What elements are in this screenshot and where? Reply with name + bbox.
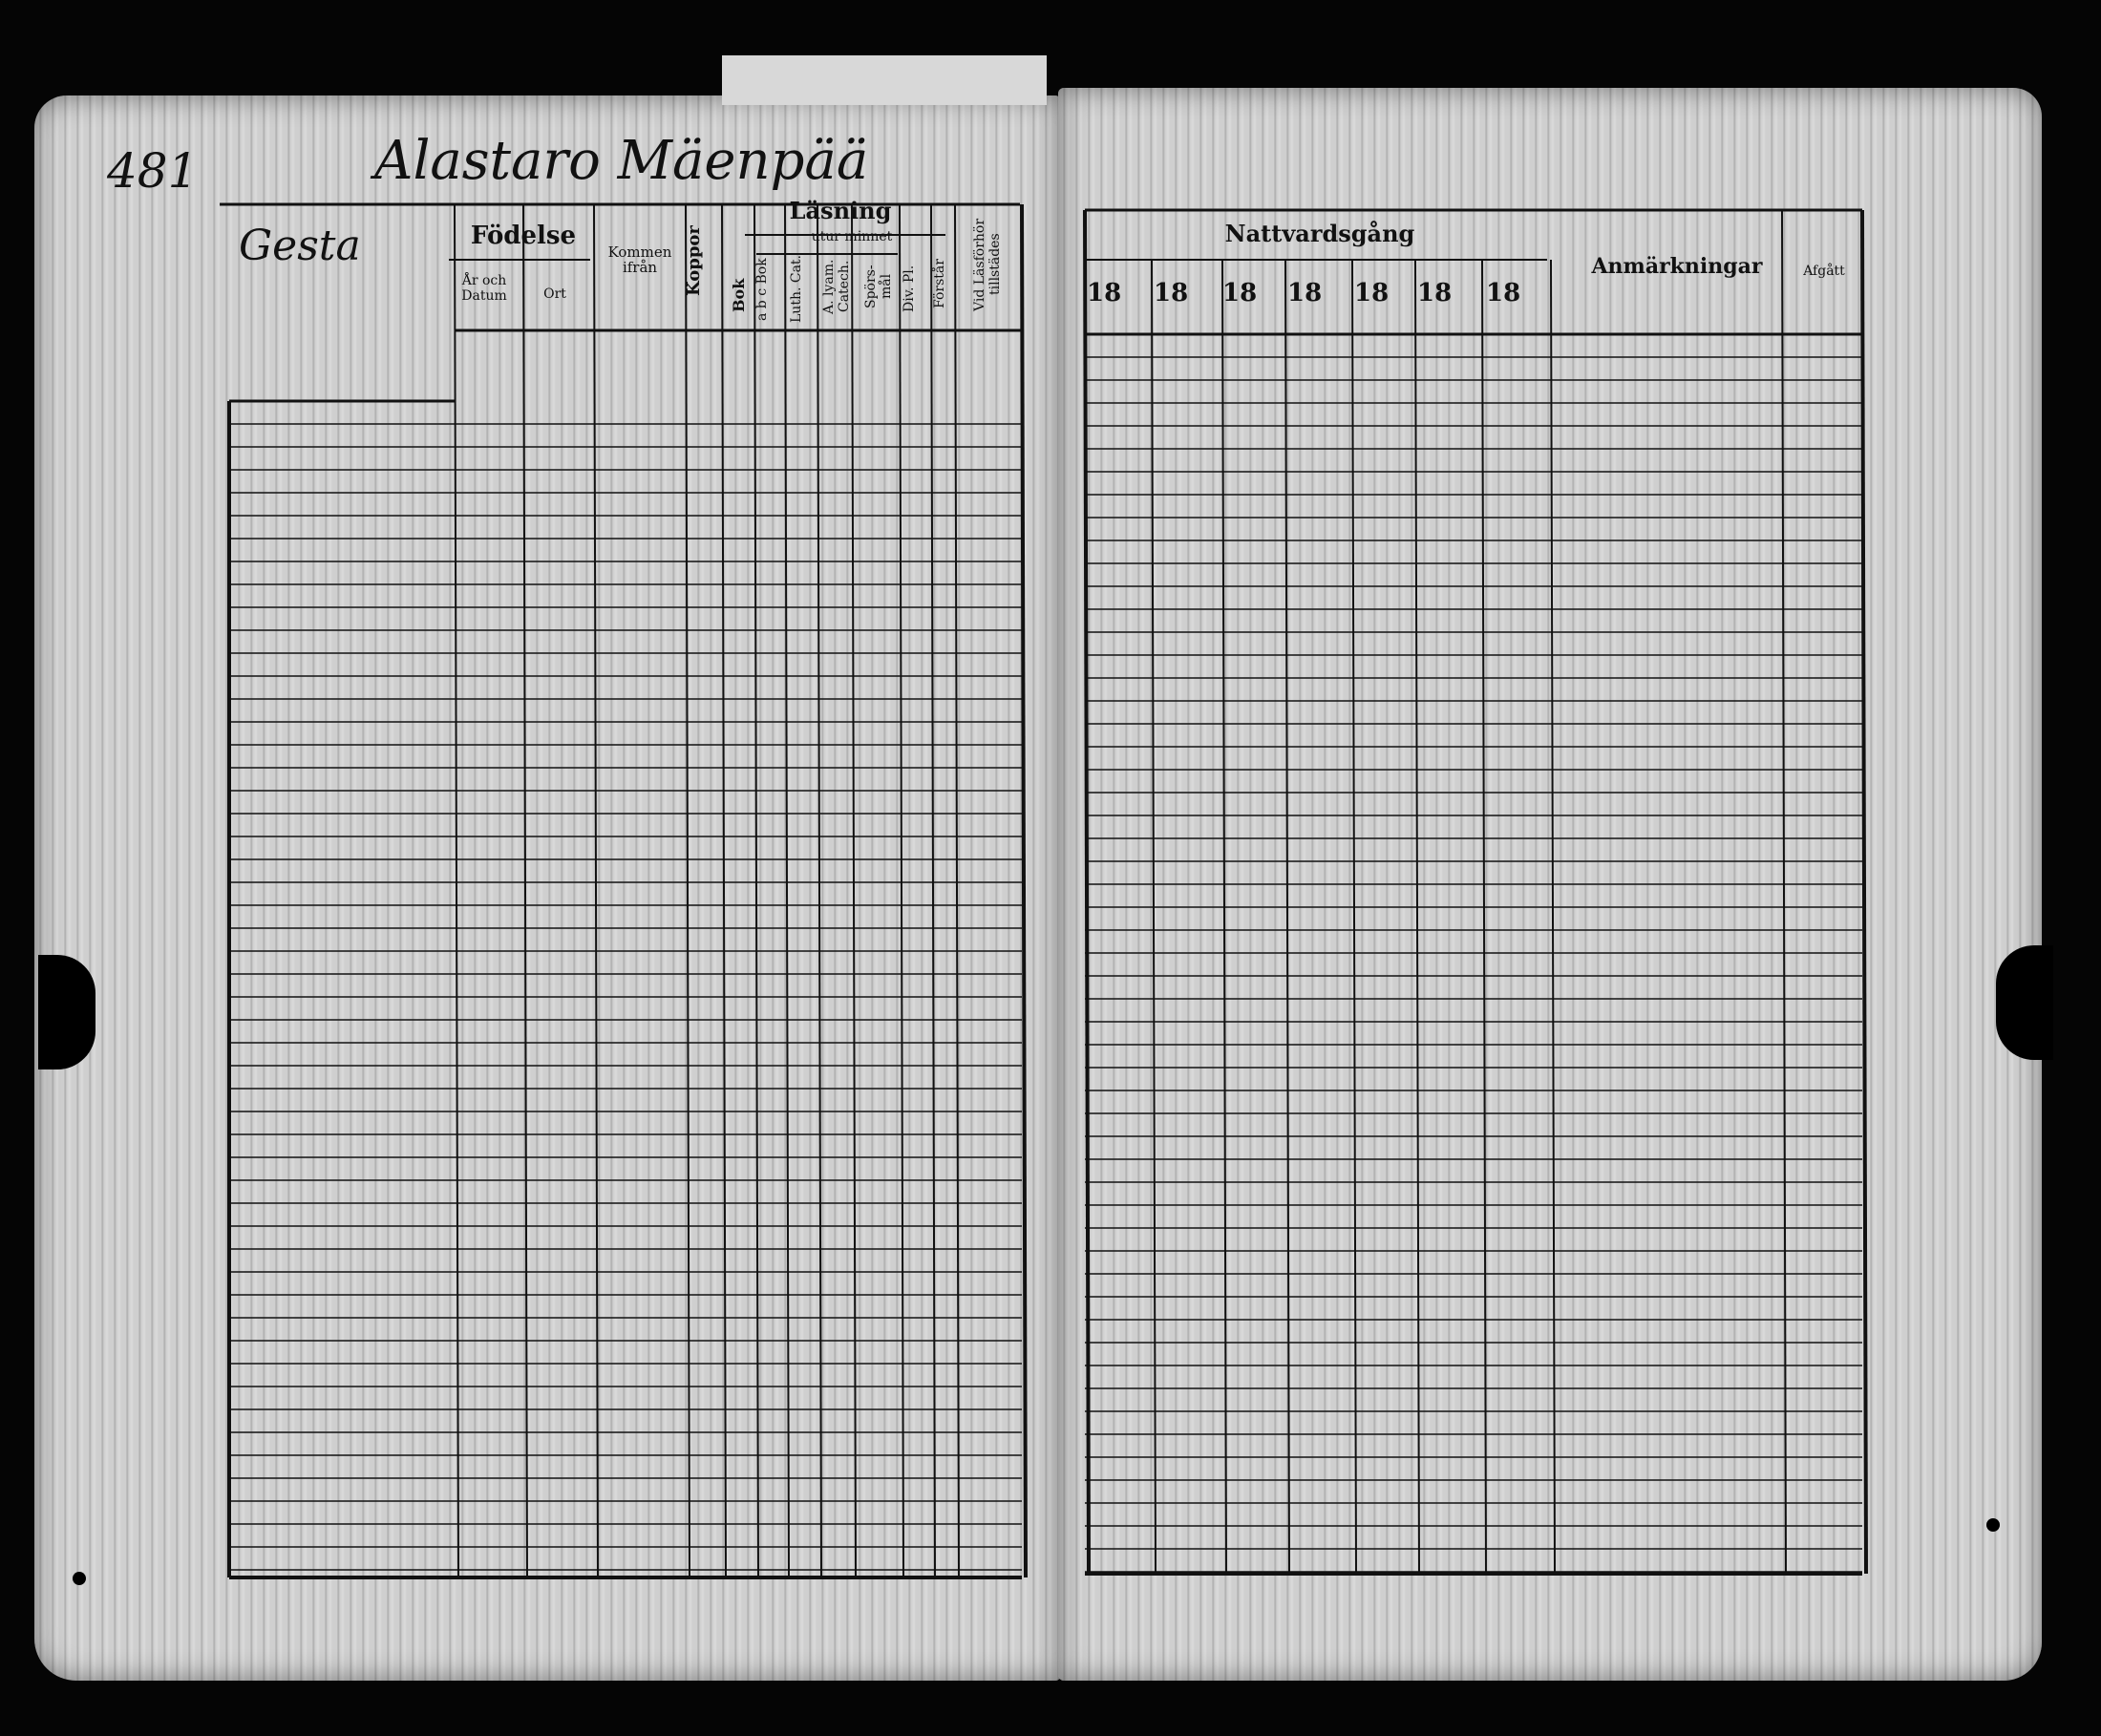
column-line [1352,260,1356,1574]
header-koppor: Koppor [684,225,704,296]
column-line [931,204,935,1577]
header-ort: Ort [543,286,566,302]
parish-title: Alastaro Mäenpää [374,130,869,192]
column-line [785,204,789,1577]
year-label: 18 [1087,279,1122,307]
year-label: 18 [1222,279,1258,307]
column-line [722,204,726,1577]
header-abc-bok: a b c Bok [754,258,770,321]
year-label: 18 [1287,279,1323,307]
column-line [955,204,959,1577]
column-line [900,204,903,1577]
header-bok: Bok [730,278,748,312]
page-number: 481 [107,143,199,199]
year-label: 18 [1354,279,1390,307]
year-label: 18 [1154,279,1189,307]
header-fodelse: Födelse [470,222,577,250]
header-luth-cat: Luth. Cat. [789,255,804,323]
column-line [1085,210,1089,1574]
column-line [1022,204,1026,1577]
column-line [1222,260,1226,1574]
header-forstar: Förstår [932,259,947,308]
column-line [523,204,527,1577]
column-line [1285,260,1289,1574]
header-afgatt: Afgått [1803,264,1845,279]
header-vid-lasforhor: Vid Läsförhör tillstädes [972,218,1003,311]
column-line [1551,260,1555,1574]
column-line [1152,260,1156,1574]
column-line [1482,260,1486,1574]
year-label: 18 [1417,279,1453,307]
column-line [852,204,856,1577]
header-sporsmal: Spörs-mål [863,265,894,308]
header-utur-minnet: utur minnet [811,229,893,244]
header-nattvardsgang: Nattvardsgång [1224,220,1415,247]
column-line [754,204,758,1577]
header-lasning: Läsning [789,197,892,224]
column-line [1782,210,1786,1574]
header-ar-och-datum: År och Datum [461,273,507,304]
column-line [455,204,458,1577]
column-line [686,204,690,1577]
year-label: 18 [1486,279,1521,307]
header-kommen-ifran: Kommen ifrån [607,243,672,276]
header-anmarkningar: Anmärkningar [1591,254,1763,279]
column-line [1862,210,1866,1574]
column-line [1415,260,1419,1574]
column-line [594,204,598,1577]
column-line [817,204,821,1577]
header-div-pl: Div. Pl. [902,265,917,312]
village-entry: Gesta [239,222,361,270]
header-a-lyam-catech: A. lyam. Catech. [821,259,852,314]
